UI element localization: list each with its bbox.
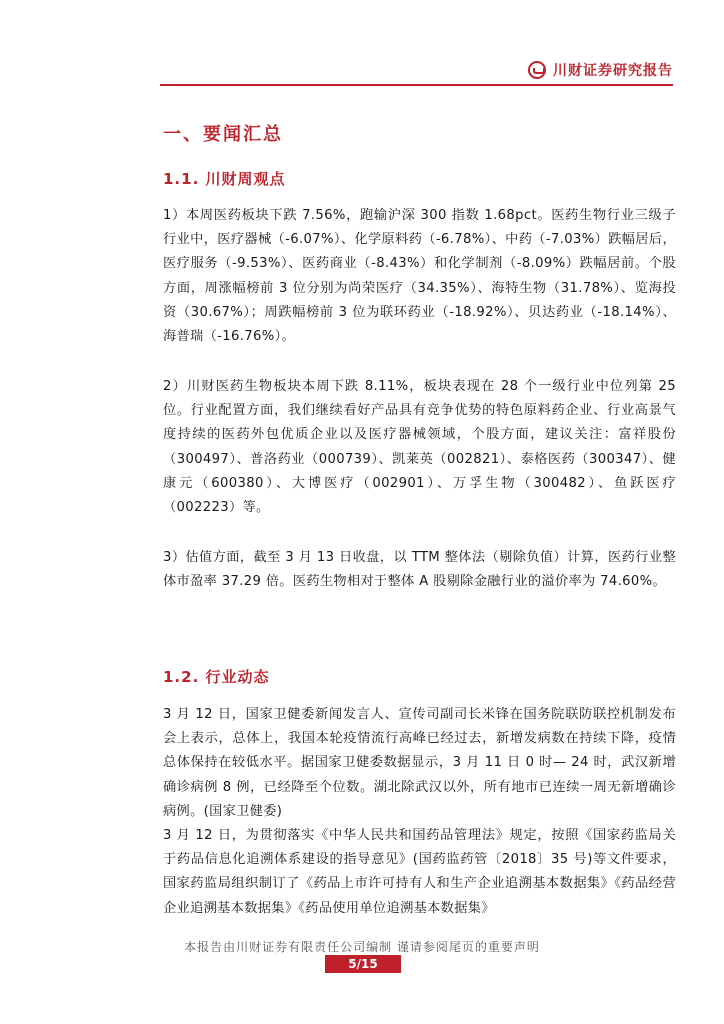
page-header bbox=[160, 58, 673, 84]
header-brand bbox=[528, 59, 673, 81]
paragraph-weekly-3: 3）估值方面，截至 3 月 13 日收盘，以 TTM 整体法（剔除负值）计算，医药行业整体市盈率 37.29 倍。医药生物相对于整体 A 股剔除金融行业的溢价率为 74.60%。 bbox=[163, 550, 676, 590]
paragraph-news-2: 3 月 12 日，为贯彻落实《中华人民共和国药品管理法》规定，按照《国家药监局关于药品信息化追溯体系建设的指导意见》(国药监药管〔2018〕35 号)等文件要求，国家药监局组织制订了《药品上市许可持有人和生产企业追溯基本数据集》《药品经营企业追溯基本数据集》《药品使用单位追溯基本数据集》 bbox=[163, 828, 676, 916]
subsection-title-industry-news: 1.2. 行业动态 bbox=[163, 668, 270, 686]
header-divider bbox=[160, 84, 673, 86]
section-title: 一、要闻汇总 bbox=[163, 124, 283, 145]
paragraph-weekly-1: 1）本周医药板块下跌 7.56%，跑输沪深 300 指数 1.68pct。医药生物行业三级子行业中，医疗器械（-6.07%）、化学原料药（-6.78%）、中药（-7.03%）跌幅居后，医疗服务（-9.53%）、医药商业（-8.43%）和化学制剂（-8.09%）跌幅居前。个股方面，周涨幅榜前 3 位分别为尚荣医疗（34.35%）、海特生物（31.78%）、览海投资（30.67%）；周跌幅榜前 3 位为联环药业（-18.92%）、贝达药业（-18.14%）、海普瑞（-16.76%）。 bbox=[163, 208, 676, 345]
company-logo-icon bbox=[528, 61, 546, 79]
paragraph-weekly-2: 2）川财医药生物板块本周下跌 8.11%，板块表现在 28 个一级行业中位列第 25 位。行业配置方面，我们继续看好产品具有竞争优势的特色原料药企业、行业高景气度持续的医药外包优质企业以及医疗器械领域，个股方面，建议关注：富祥股份（300497）、普洛药业（000739）、凯莱英（002821）、泰格医药（300347）、健康元（600380）、大博医疗（002901）、万孚生物（300482）、鱼跃医疗（002223）等。 bbox=[163, 379, 676, 516]
page-number-badge: 5/15 bbox=[325, 955, 401, 973]
footer-disclaimer: 本报告由川财证券有限责任公司编制 谨请参阅尾页的重要声明 bbox=[184, 940, 540, 954]
subsection-title-weekly-view: 1.1. 川财周观点 bbox=[163, 170, 286, 188]
brand-title: 川财证券研究报告 bbox=[553, 63, 673, 79]
paragraph-news-1: 3 月 12 日，国家卫健委新闻发言人、宣传司副司长米锋在国务院联防联控机制发布会上表示，总体上，我国本轮疫情流行高峰已经过去，新增发病数在持续下降，疫情总体保持在较低水平。据国家卫健委数据显示，3 月 11 日 0 时— 24 时，武汉新增确诊病例 8 例，已经降至个位数。湖北除武汉以外，所有地市已连续一周无新增确诊病例。(国家卫健委) bbox=[163, 707, 676, 819]
